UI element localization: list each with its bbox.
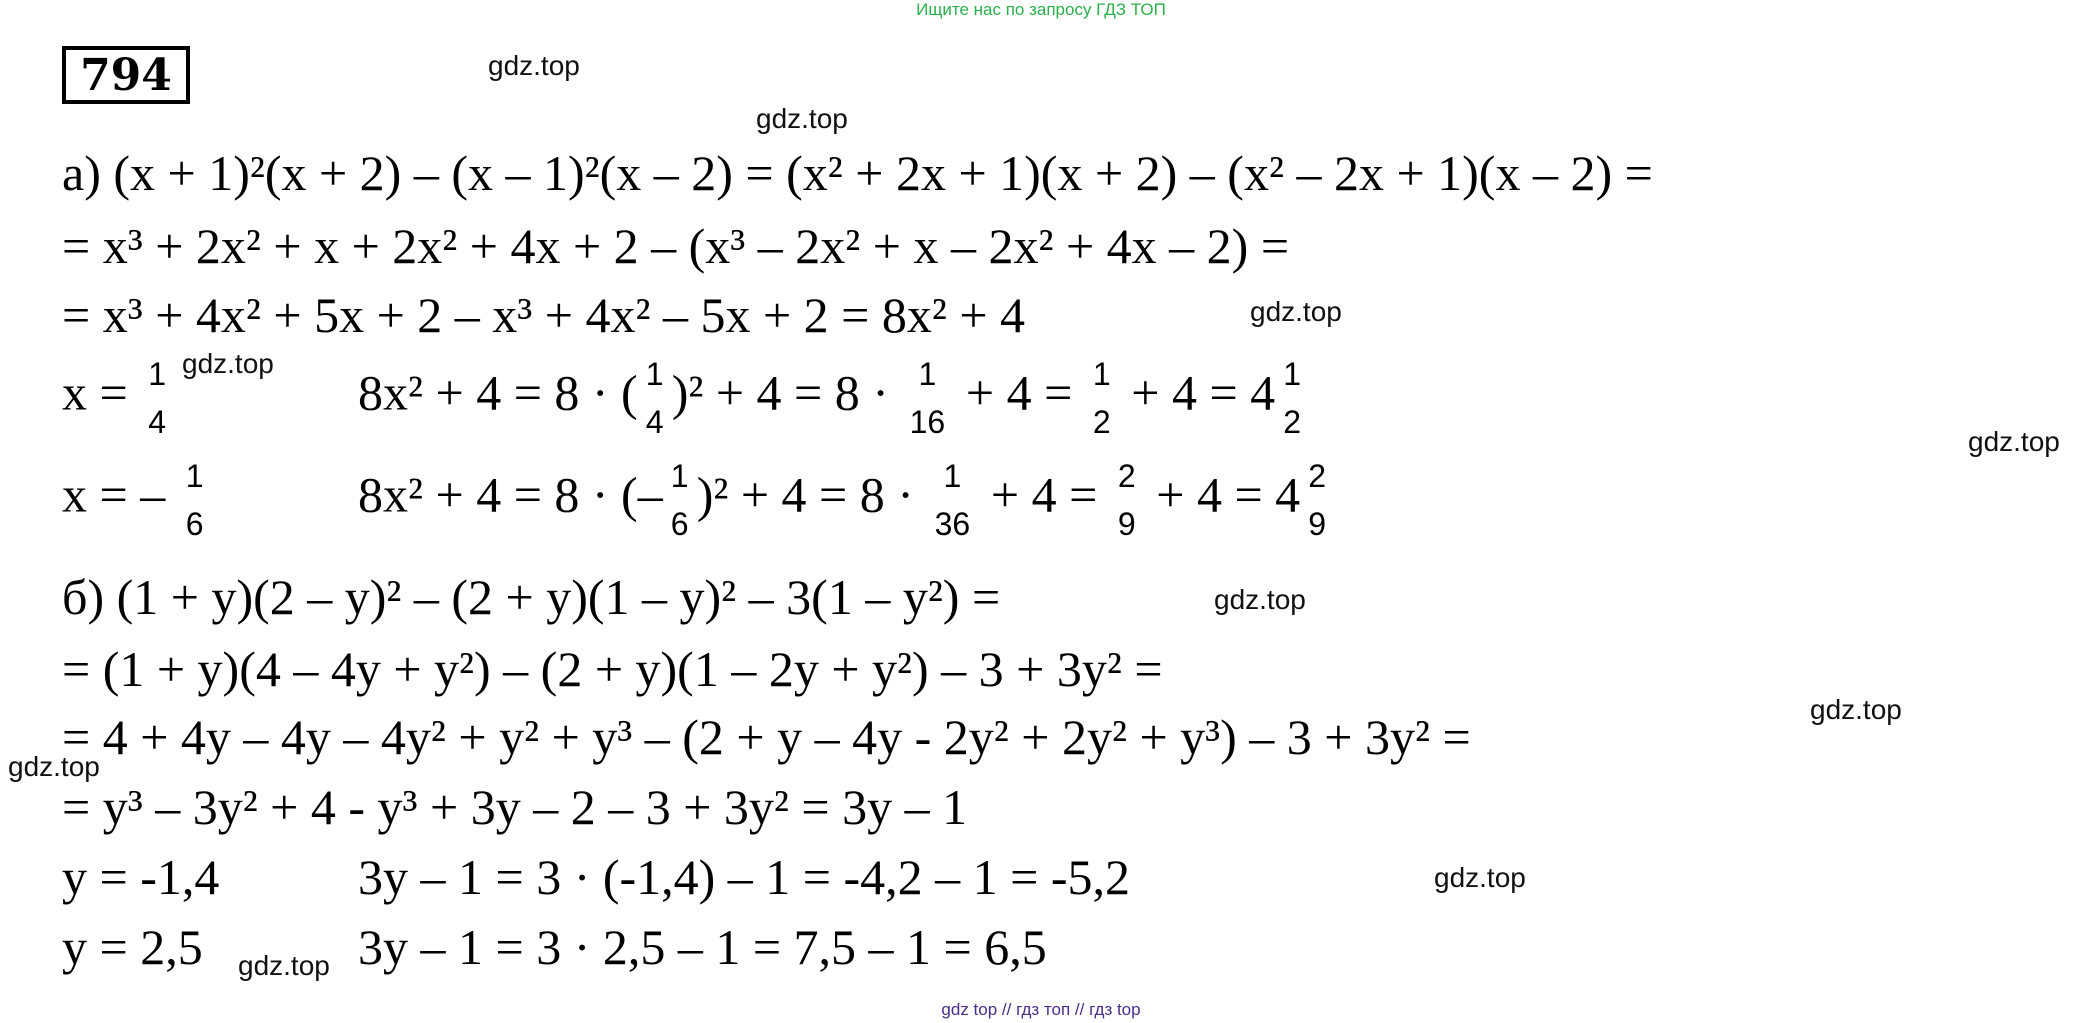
watermark: gdz.top — [8, 751, 100, 782]
part-b-case-1-lhs: y = -1,4 — [62, 849, 220, 905]
watermark: gdz.top — [182, 348, 274, 379]
watermark: gdz.top — [488, 50, 580, 81]
part-a-case-2-calc: 8x² + 4 = 8 · (– 1 6 )² + 4 = 8 · 1 36 + 4 = 2 9 + 4 = 4 2 9 — [358, 460, 1334, 540]
part-b-case-1-calc: 3y – 1 = 3 · (-1,4) – 1 = -4,2 – 1 = -5,2 — [358, 849, 1130, 905]
case-1-lhs: x = — [62, 364, 128, 421]
part-a-case-1-calc: 8x² + 4 = 8 · ( 1 4 )² + 4 = 8 · 1 16 + 4 = 1 2 + 4 = 4 1 2 — [358, 358, 1309, 438]
fraction: 1 6 — [670, 458, 689, 542]
part-b-line-4: = y³ – 3y² + 4 - y³ + 3y – 2 – 3 + 3y² = 3y – 1 — [62, 779, 968, 835]
watermark: gdz.top — [756, 103, 848, 134]
case-2-lhs: x = – — [62, 466, 166, 523]
part-a-case-1 — [62, 358, 174, 438]
header-note: Ищите нас по запросу ГДЗ ТОП — [916, 0, 1166, 19]
watermark: gdz.top — [238, 950, 330, 981]
fraction: 1 4 — [148, 356, 167, 440]
fraction: 1 16 — [909, 356, 946, 440]
footer-note: gdz top // гдз топ // гдз top — [941, 1000, 1141, 1019]
task-number: 794 — [62, 46, 190, 104]
watermark: gdz.top — [1810, 694, 1902, 725]
fraction: 1 4 — [645, 356, 664, 440]
part-b-case-2-lhs: y = 2,5 — [62, 919, 203, 975]
fraction: 2 9 — [1308, 458, 1327, 542]
part-a-line-1: а) (x + 1)²(x + 2) – (x – 1)²(x – 2) = (x² + 2x + 1)(x + 2) – (x² – 2x + 1)(x – 2) = — [62, 145, 1653, 201]
part-b-line-2: = (1 + y)(4 – 4y + y²) – (2 + y)(1 – 2y + y²) – 3 + 3y² = — [62, 641, 1163, 697]
fraction: 1 36 — [934, 458, 971, 542]
fraction: 1 2 — [1092, 356, 1111, 440]
part-a-case-2 — [62, 460, 212, 540]
part-b-line-1: б) (1 + y)(2 – y)² – (2 + y)(1 – y)² – 3(1 – y²) = — [62, 569, 1001, 625]
fraction: 1 6 — [185, 458, 204, 542]
part-a-line-2: = x³ + 2x² + x + 2x² + 4x + 2 – (x³ – 2x² + x – 2x² + 4x – 2) = — [62, 218, 1290, 274]
watermark: gdz.top — [1214, 584, 1306, 615]
fraction: 1 2 — [1283, 356, 1302, 440]
watermark: gdz.top — [1434, 862, 1526, 893]
part-b-case-2-calc: 3y – 1 = 3 · 2,5 – 1 = 7,5 – 1 = 6,5 — [358, 919, 1047, 975]
part-a-line-3: = x³ + 4x² + 5x + 2 – x³ + 4x² – 5x + 2 = 8x² + 4 — [62, 287, 1026, 343]
watermark: gdz.top — [1250, 296, 1342, 327]
fraction: 2 9 — [1117, 458, 1136, 542]
part-b-line-3: = 4 + 4y – 4y – 4y² + y² + y³ – (2 + y – 4y - 2y² + 2y² + y³) – 3 + 3y² = — [62, 709, 1471, 765]
watermark: gdz.top — [1968, 426, 2060, 457]
